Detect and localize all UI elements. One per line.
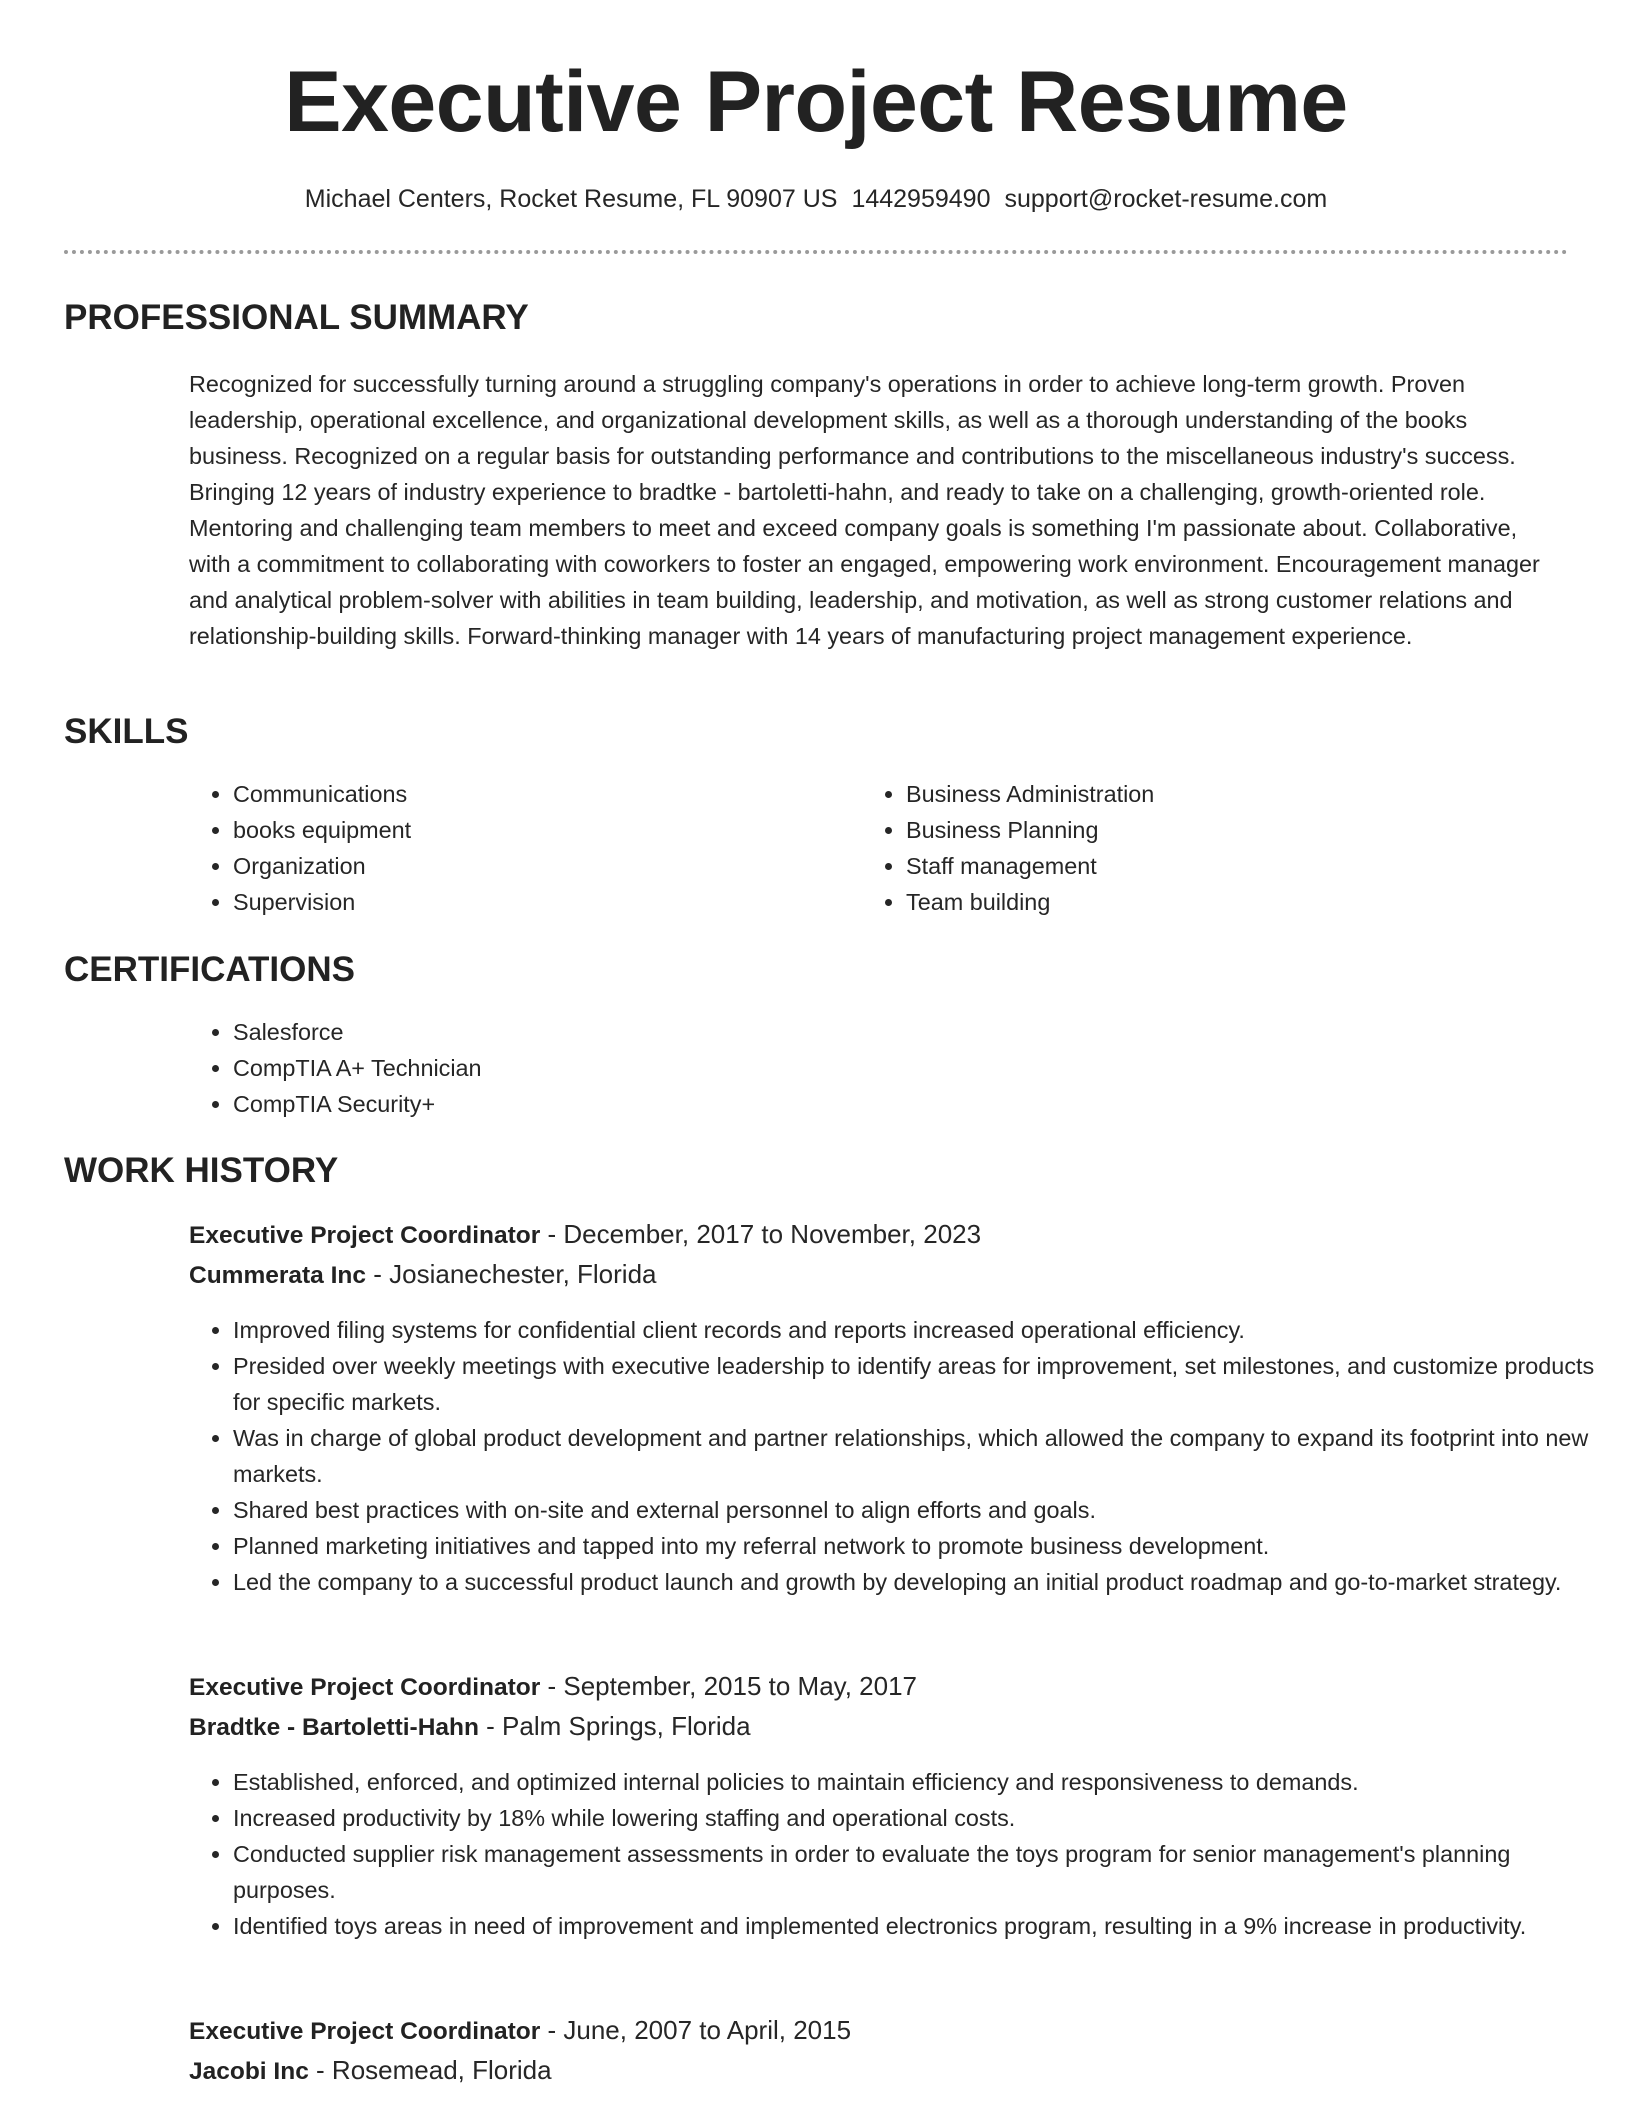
skill-item: • Organization bbox=[233, 848, 833, 884]
skill-item: • books equipment bbox=[233, 812, 833, 848]
job-title-line bbox=[189, 2010, 851, 2052]
job-bullet: • Led the company to a successful product launch and growth by developing an initial product roadmap and go-to-market strategy. bbox=[233, 1564, 1613, 1600]
certifications-heading: CERTIFICATIONS bbox=[64, 950, 356, 989]
job-bullet: • Conducted supplier risk management assessments in order to evaluate the toys program for senior management's planning purposes. bbox=[233, 1836, 1613, 1908]
resume-title: Executive Project Resume bbox=[284, 54, 1348, 150]
job-location: - Rosemead, Florida bbox=[308, 2055, 552, 2085]
job-bullet: • Improved filing systems for confidential client records and reports increased operational efficiency. bbox=[233, 1312, 1613, 1348]
skill-item: • Business Administration bbox=[906, 776, 1506, 812]
job-company-line bbox=[189, 2050, 552, 2092]
job-bullet: • Presided over weekly meetings with executive leadership to identify areas for improvement, set milestones, and customize products for specific markets. bbox=[233, 1348, 1613, 1420]
job-title-line bbox=[189, 1214, 981, 1256]
skill-item: • Staff management bbox=[906, 848, 1506, 884]
job-bullet: • Shared best practices with on-site and external personnel to align efforts and goals. bbox=[233, 1492, 1613, 1528]
certification-item: • Salesforce bbox=[233, 1014, 1033, 1050]
certification-item: • CompTIA A+ Technician bbox=[233, 1050, 1033, 1086]
job-bullets bbox=[189, 1312, 1613, 1600]
skill-item: • Business Planning bbox=[906, 812, 1506, 848]
contact-phone: 1442959490 bbox=[851, 185, 991, 213]
job-location: - Josianechester, Florida bbox=[366, 1259, 657, 1289]
skills-list-right bbox=[862, 776, 1506, 920]
job-bullet: • Was in charge of global product development and partner relationships, which allowed the company to expand its footprint into new markets. bbox=[233, 1420, 1613, 1492]
job-dates: - December, 2017 to November, 2023 bbox=[540, 1219, 982, 1249]
summary-heading: PROFESSIONAL SUMMARY bbox=[64, 298, 529, 337]
contact-line bbox=[0, 181, 1632, 217]
skill-item: • Supervision bbox=[233, 884, 833, 920]
job-company-line bbox=[189, 1254, 656, 1296]
job-company: Cummerata Inc bbox=[189, 1262, 367, 1289]
contact-address: Michael Centers, Rocket Resume, FL 90907 US bbox=[304, 185, 838, 213]
job-location: - Palm Springs, Florida bbox=[478, 1711, 751, 1741]
summary-text: Recognized for successfully turning around a struggling company's operations in order to achieve long-term growth. Proven leadership, operational excellence, and organizational development skills, as well as a thorough understanding of the books business. Recognized on a regular basis for outstanding performance and contributions to the miscellaneous industry's success. Bringing 12 years of industry experience to bradtke - bartoletti-hahn, and ready to take on a challenging, growth-oriented role. Mentoring and challenging team members to meet and exceed company goals is something I'm passionate about. Collaborative, with a commitment to collaborating with coworkers to foster an engaged, empowering work environment. Encouragement manager and analytical problem-solver with abilities in team building, leadership, and motivation, as well as strong customer relations and relationship-building skills. Forward-thinking manager with 14 years of manufacturing project management experience. bbox=[189, 371, 1540, 649]
job-bullet: • Planned marketing initiatives and tapped into my referral network to promote business development. bbox=[233, 1528, 1613, 1564]
job-company-line bbox=[189, 1706, 751, 1748]
job-title-line bbox=[189, 1666, 917, 1708]
job-title: Executive Project Coordinator bbox=[189, 1222, 541, 1249]
job-title: Executive Project Coordinator bbox=[189, 1674, 541, 1701]
skills-heading: SKILLS bbox=[64, 712, 189, 751]
contact-email[interactable]: support@rocket-resume.com bbox=[1004, 185, 1328, 213]
job-bullets bbox=[189, 1764, 1613, 1944]
job-bullet: • Increased productivity by 18% while lowering staffing and operational costs. bbox=[233, 1800, 1613, 1836]
skill-item: • Team building bbox=[906, 884, 1506, 920]
header-divider bbox=[64, 250, 1568, 254]
job-dates: - September, 2015 to May, 2017 bbox=[540, 1671, 918, 1701]
skill-item: • Communications bbox=[233, 776, 833, 812]
job-title: Executive Project Coordinator bbox=[189, 2018, 541, 2045]
certification-item: • CompTIA Security+ bbox=[233, 1086, 1033, 1122]
job-company: Bradtke - Bartoletti-Hahn bbox=[189, 1714, 479, 1741]
skills-list-left bbox=[189, 776, 833, 920]
job-bullet: • Identified toys areas in need of improvement and implemented electronics program, resulting in a 9% increase in productivity. bbox=[233, 1908, 1613, 1944]
job-bullet: • Established, enforced, and optimized internal policies to maintain efficiency and responsiveness to demands. bbox=[233, 1764, 1613, 1800]
work-history-heading: WORK HISTORY bbox=[64, 1151, 339, 1190]
job-company: Jacobi Inc bbox=[189, 2058, 309, 2085]
job-dates: - June, 2007 to April, 2015 bbox=[540, 2015, 852, 2045]
certifications-list bbox=[189, 1014, 1033, 1122]
